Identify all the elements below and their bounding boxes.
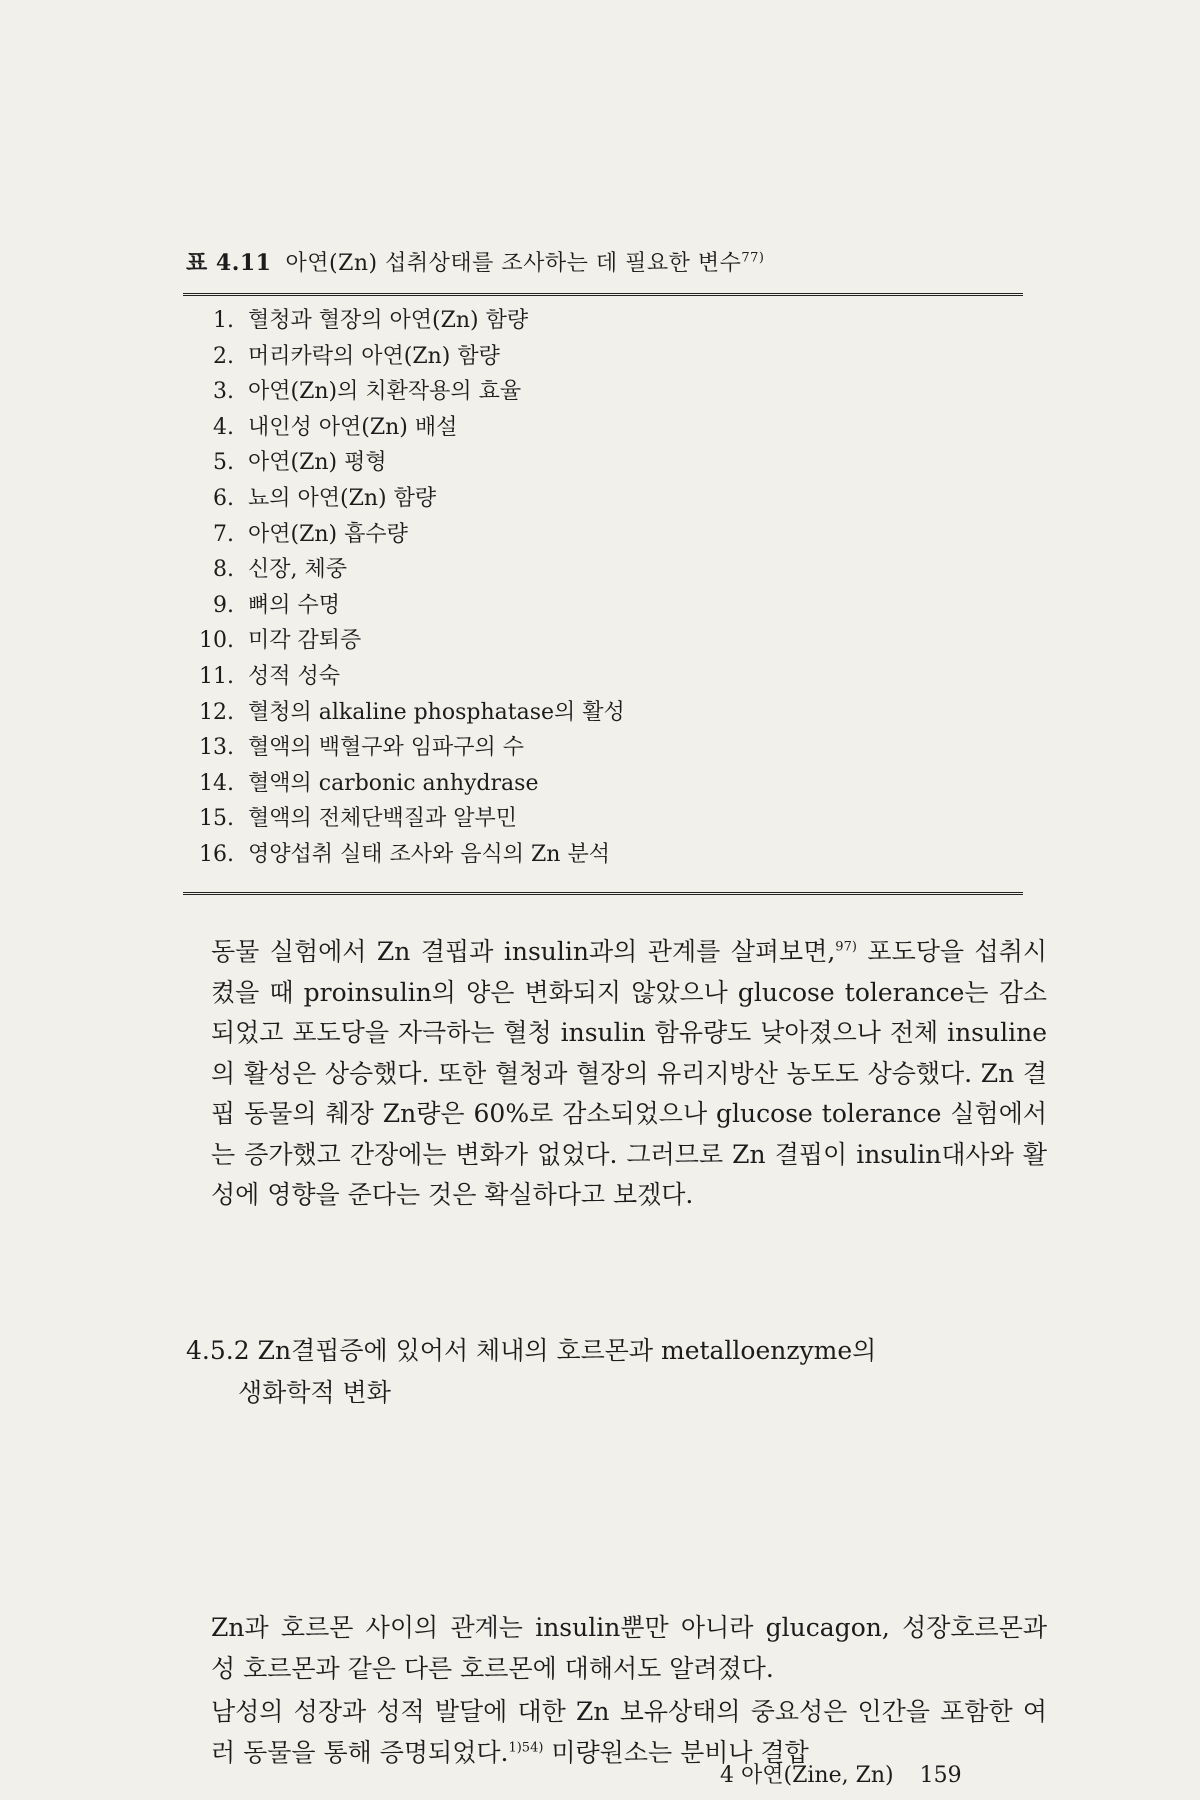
table-reference: 77): [741, 250, 765, 266]
table-list-item: [186, 730, 625, 766]
table-list-item: [186, 374, 625, 410]
table-item-number: 13.: [199, 735, 234, 761]
table-label: 표 4.11: [186, 250, 272, 276]
section-title-line2: 생화학적 변화: [238, 1378, 391, 1407]
table-list-item: [186, 339, 625, 375]
table-bottom-rule: [183, 892, 1023, 895]
page-footer: [720, 1758, 962, 1789]
paragraph-hormones: [186, 1608, 1047, 1689]
table-item-number: 14.: [199, 770, 234, 796]
table-list: [186, 303, 625, 873]
table-caption: [186, 246, 765, 277]
paragraph-growth-text-b: 미량원소는 분비나 결합: [543, 1737, 809, 1767]
table-item-text: 머리카락의 아연(Zn) 함량: [248, 343, 500, 369]
table-item-text: 아연(Zn) 평형: [248, 450, 387, 476]
paragraph-hormones-text: Zn과 호르몬 사이의 관계는 insulin뿐만 아니라 glucagon, 성장호르몬과 성 호르몬과 같은 다른 호르몬에 대해서도 알려졌다.: [211, 1613, 1047, 1683]
table-item-text: 혈액의 백혈구와 임파구의 수: [248, 735, 525, 761]
table-item-text: 내인성 아연(Zn) 배설: [248, 414, 458, 440]
paragraph-growth-reference: 1)54): [508, 1740, 544, 1756]
table-item-number: 9.: [213, 592, 234, 618]
table-item-text: 혈액의 carbonic anhydrase: [248, 770, 539, 796]
table-item-text: 혈액의 전체단백질과 알부민: [248, 806, 518, 832]
table-item-text: 아연(Zn) 흡수량: [248, 521, 408, 547]
paragraph-growth-text-a: 남성의 성장과 성적 발달에 대한 Zn 보유상태의 중요성은 인간을 포함한 여러 동물을 통해 증명되었다.: [211, 1697, 1047, 1767]
paragraph-insulin: [186, 932, 1047, 1216]
table-item-text: 성적 성숙: [248, 663, 341, 689]
table-list-item: [186, 623, 625, 659]
table-list-item: [186, 303, 625, 339]
table-item-number: 11.: [199, 663, 234, 689]
table-item-text: 뇨의 아연(Zn) 함량: [248, 485, 437, 511]
footer-chapter: 4 아연(Zine, Zn): [720, 1763, 894, 1788]
table-list-item: [186, 695, 625, 731]
table-item-number: 1.: [213, 308, 234, 333]
table-top-rule: [183, 293, 1023, 296]
table-item-number: 10.: [199, 628, 234, 654]
section-heading: [186, 1330, 1022, 1414]
section-title-line1: Zn결핍증에 있어서 체내의 호르몬과 metalloenzyme의: [257, 1336, 877, 1365]
table-item-number: 7.: [213, 521, 234, 547]
page-number: 159: [919, 1763, 962, 1788]
table-item-text: 영양섭취 실태 조사와 음식의 Zn 분석: [248, 841, 610, 867]
table-item-number: 15.: [199, 806, 234, 832]
table-item-number: 8.: [213, 557, 234, 583]
table-list-item: [186, 659, 625, 695]
table-item-number: 16.: [199, 841, 234, 867]
table-item-text: 미각 감퇴증: [248, 628, 362, 654]
paragraph-insulin-text-a: 동물 실험에서 Zn 결핍과 insulin과의 관계를 살펴보면,: [211, 937, 836, 966]
table-item-text: 혈청의 alkaline phosphatase의 활성: [248, 699, 625, 725]
table-title: 아연(Zn) 섭취상태를 조사하는 데 필요한 변수: [285, 251, 742, 276]
table-list-item: [186, 552, 625, 588]
table-list-item: [186, 445, 625, 481]
paragraph-insulin-reference: 97): [835, 939, 857, 955]
table-item-number: 4.: [213, 414, 234, 440]
table-item-text: 아연(Zn)의 치환작용의 효율: [248, 379, 522, 405]
table-item-number: 12.: [199, 699, 234, 725]
table-list-item: [186, 410, 625, 446]
table-list-item: [186, 837, 625, 873]
table-item-text: 신장, 체중: [248, 557, 347, 583]
table-list-item: [186, 588, 625, 624]
table-item-text: 혈청과 혈장의 아연(Zn) 함량: [248, 308, 529, 333]
table-list-item: [186, 801, 625, 837]
table-item-number: 6.: [213, 485, 234, 511]
table-list-item: [186, 481, 625, 517]
table-item-number: 3.: [213, 379, 234, 405]
table-list-item: [186, 517, 625, 553]
table-list-item: [186, 766, 625, 802]
paragraph-insulin-text-b: 포도당을 섭취시켰을 때 proinsulin의 양은 변화되지 않았으나 glucose tolerance는 감소되었고 포도당을 자극하는 혈청 insulin 함유량도 낮아졌으나 전체 insuline의 활성은 상승했다. 또한 혈청과 혈장의 유리지방산 농도도 상승했다. Zn 결핍 동물의 췌장 Zn량은 60%로 감소되었으나 glucose tolerance 실험에서는 증가했고 간장에는 변화가 없었다. 그러므로 Zn 결핍이 insulin대사와 활성에 영향을 준다는 것은 확실하다고 보겠다.: [211, 937, 1047, 1209]
section-number: 4.5.2: [186, 1336, 250, 1365]
table-item-number: 2.: [213, 343, 234, 369]
table-item-number: 5.: [213, 450, 234, 476]
table-item-text: 뼈의 수명: [248, 592, 341, 618]
